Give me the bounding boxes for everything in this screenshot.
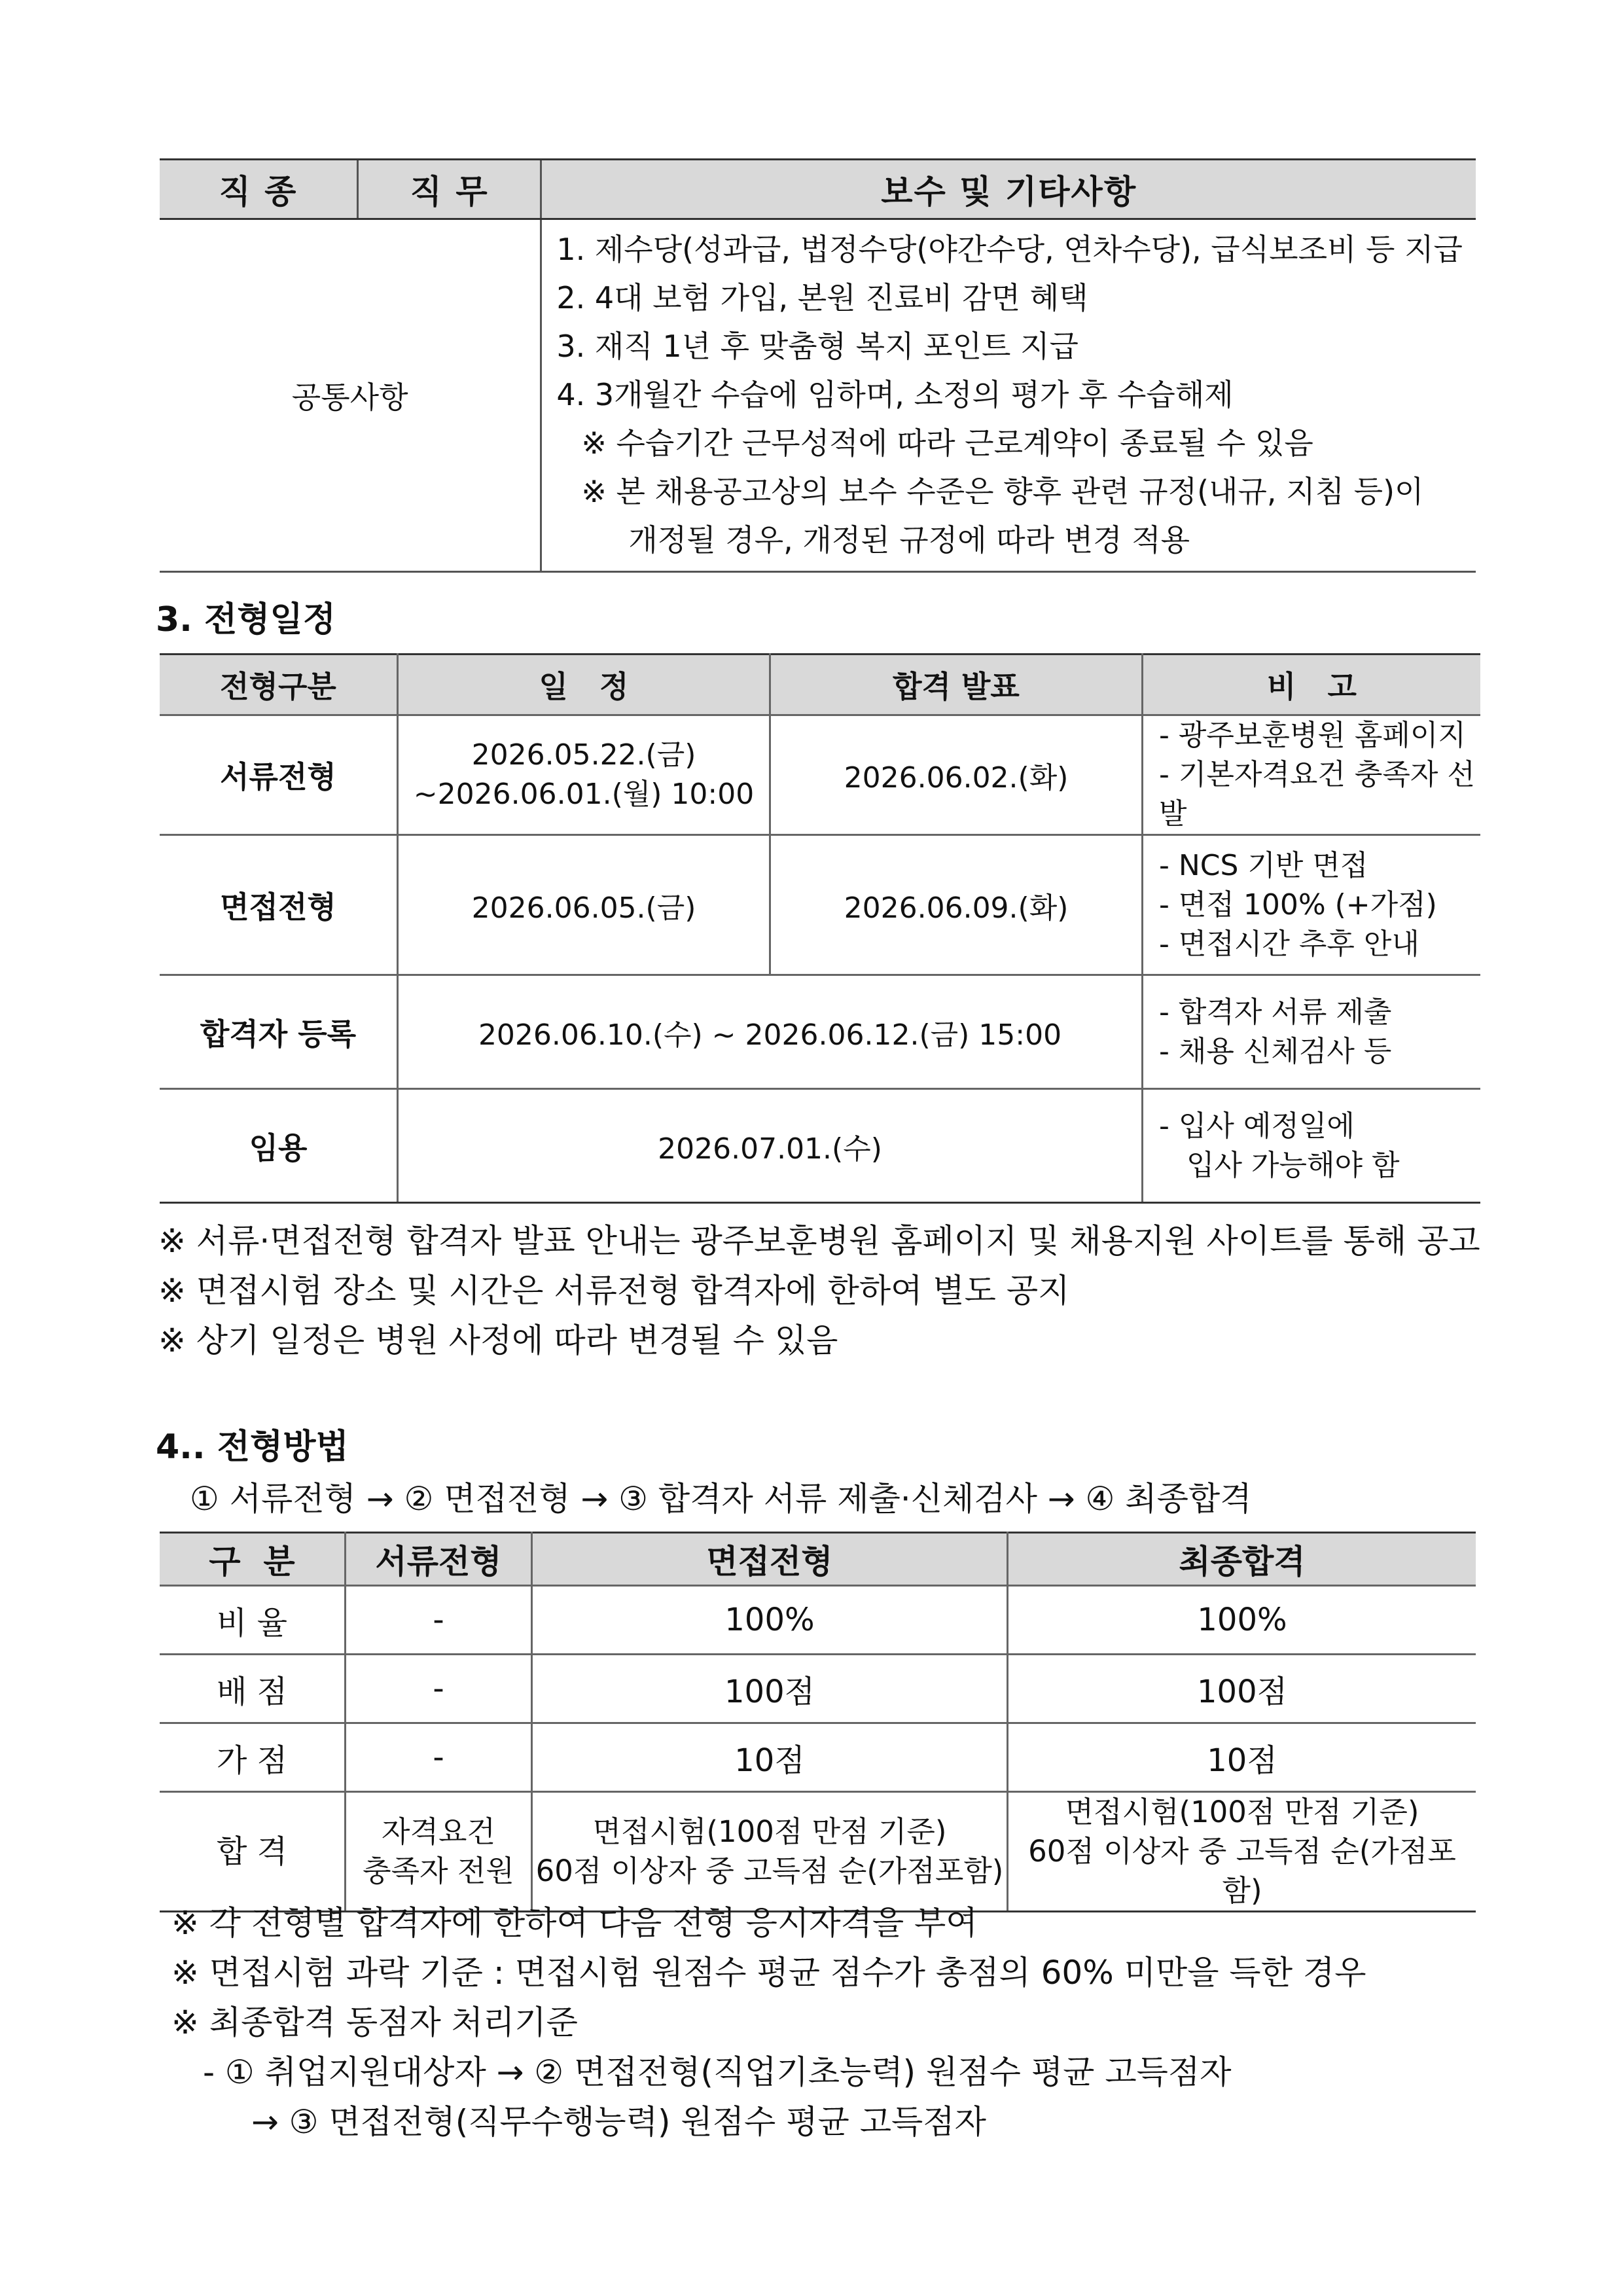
table-row [160,1089,1480,1203]
pass-line: 면접시험(100점 만점 기준) [592,1814,947,1849]
schedule-footnotes [158,1216,1480,1365]
doc-cell [346,1792,532,1912]
pass-line: 60점 이상자 중 고득점 순(가점포함) [535,1854,1004,1888]
row-label: 비 율 [160,1586,346,1655]
final-cell: 100% [1008,1586,1476,1655]
final-cell [1008,1792,1476,1912]
footnote: ※ 서류·면접전형 합격자 발표 안내는 광주보훈병원 홈페이지 및 채용지원 사이트를 통해 공고 [158,1222,1480,1260]
table-row [160,835,1480,975]
table-row [160,1792,1476,1912]
footnote: → ③ 면접전형(직무수행능력) 원점수 평균 고득점자 [251,2103,986,2141]
compensation-note: ※ 본 채용공고상의 보수 수준은 향후 관련 규정(내규, 지침 등)이 [581,474,1424,509]
remark-line: - 면접 100% (+가점) [1159,888,1437,922]
remark-line: - 광주보훈병원 홈페이지 [1159,719,1466,752]
row-label: 합 격 [160,1792,346,1912]
header-category: 구 분 [160,1533,346,1586]
date-end: ~2026.06.01.(월) 10:00 [413,778,755,811]
compensation-lines [541,219,1476,572]
compensation-line: 4. 3개월간 수습에 임하며, 소정의 평가 후 수습해제 [556,377,1234,412]
header-job-duty: 직 무 [357,160,541,219]
schedule-table [160,653,1480,1204]
remarks-cell [1143,715,1481,835]
remark-line: 입사 가능해야 함 [1186,1148,1400,1182]
table-row [160,715,1480,835]
remark-line: - 면접시간 추후 안내 [1159,927,1419,961]
selection-flow: ① 서류전형 → ② 면접전형 → ③ 합격자 서류 제출·신체검사 → ④ 최종합격 [190,1480,1252,1518]
footnote: ※ 면접시험 과락 기준 : 면접시험 원점수 평균 점수가 총점의 60% 미만을 득한 경우 [171,1954,1366,1992]
pass-line: 충족자 전원 [363,1854,514,1888]
method-table [160,1532,1476,1912]
announce-cell: 2026.06.02.(화) [770,715,1143,835]
section4-title: 4.. 전형방법 [156,1427,349,1467]
interview-cell: 100점 [532,1655,1008,1723]
table-row [160,1586,1476,1655]
header-job-type: 직 종 [160,160,357,219]
appointment-date-cell: 2026.07.01.(수) [398,1089,1143,1203]
stage-cell: 면접전형 [160,835,398,975]
pass-line: 60점 이상자 중 고득점 순(가점포함) [1028,1834,1456,1908]
interview-cell: 10점 [532,1723,1008,1792]
remarks-cell [1143,975,1481,1089]
method-footnotes [171,1898,1366,2147]
stage-cell: 임용 [160,1089,398,1203]
footnote: ※ 상기 일정은 병원 사정에 따라 변경될 수 있음 [158,1321,838,1359]
stage-cell: 합격자 등록 [160,975,398,1089]
remarks-cell [1143,1089,1481,1203]
date-cell [398,715,770,835]
footnote: ※ 면접시험 장소 및 시간은 서류전형 합격자에 한하여 별도 공지 [158,1272,1070,1310]
announce-cell: 2026.06.09.(화) [770,835,1143,975]
compensation-note: ※ 수습기간 근무성적에 따라 근로계약이 종료될 수 있음 [581,425,1313,461]
header-compensation: 보수 및 기타사항 [541,160,1476,219]
date-cell: 2026.06.05.(금) [398,835,770,975]
doc-cell: - [346,1586,532,1655]
doc-cell: - [346,1655,532,1723]
remark-line: - 합격자 서류 제출 [1159,995,1392,1029]
stage-cell: 서류전형 [160,715,398,835]
compensation-line: 3. 재직 1년 후 맞춤형 복지 포인트 지급 [556,329,1079,364]
pass-line: 자격요건 [382,1814,495,1849]
header-announce: 합격 발표 [770,655,1143,715]
header-final: 최종합격 [1008,1533,1476,1586]
final-cell: 100점 [1008,1655,1476,1723]
interview-cell [532,1792,1008,1912]
footnote: ※ 각 전형별 합격자에 한하여 다음 전형 응시자격을 부여 [171,1904,978,1942]
header-doc: 서류전형 [346,1533,532,1586]
footnote: ※ 최종합격 동점자 처리기준 [171,2003,578,2041]
date-start: 2026.05.22.(금) [471,738,696,772]
header-stage: 전형구분 [160,655,398,715]
row-label: 가 점 [160,1723,346,1792]
table-row [160,1723,1476,1792]
compensation-line: 2. 4대 보험 가입, 본원 진료비 감면 혜택 [556,280,1088,315]
compensation-note: 개정될 경우, 개정된 규정에 따라 변경 적용 [628,522,1190,558]
interview-cell: 100% [532,1586,1008,1655]
section3-title: 3. 전형일정 [156,600,336,639]
compensation-table [160,158,1476,573]
final-cell: 10점 [1008,1723,1476,1792]
pass-line: 면접시험(100점 만점 기준) [1065,1795,1419,1829]
row-label: 배 점 [160,1655,346,1723]
remark-line: - NCS 기반 면접 [1159,848,1368,882]
common-label: 공통사항 [160,219,541,572]
table-row [160,1655,1476,1723]
footnote: - ① 취업지원대상자 → ② 면접전형(직업기초능력) 원점수 평균 고득점자 [203,2053,1232,2091]
header-interview: 면접전형 [532,1533,1008,1586]
remark-line: - 기본자격요건 충족자 선발 [1159,758,1475,831]
doc-cell: - [346,1723,532,1792]
remark-line: - 채용 신체검사 등 [1159,1034,1392,1068]
header-date: 일 정 [398,655,770,715]
table-row [160,975,1480,1089]
remark-line: - 입사 예정일에 [1159,1109,1355,1143]
header-remarks: 비 고 [1143,655,1481,715]
registration-period-cell: 2026.06.10.(수) ~ 2026.06.12.(금) 15:00 [398,975,1143,1089]
remarks-cell [1143,835,1481,975]
compensation-line: 1. 제수당(성과급, 법정수당(야간수당, 연차수당), 급식보조비 등 지급 [556,232,1463,267]
